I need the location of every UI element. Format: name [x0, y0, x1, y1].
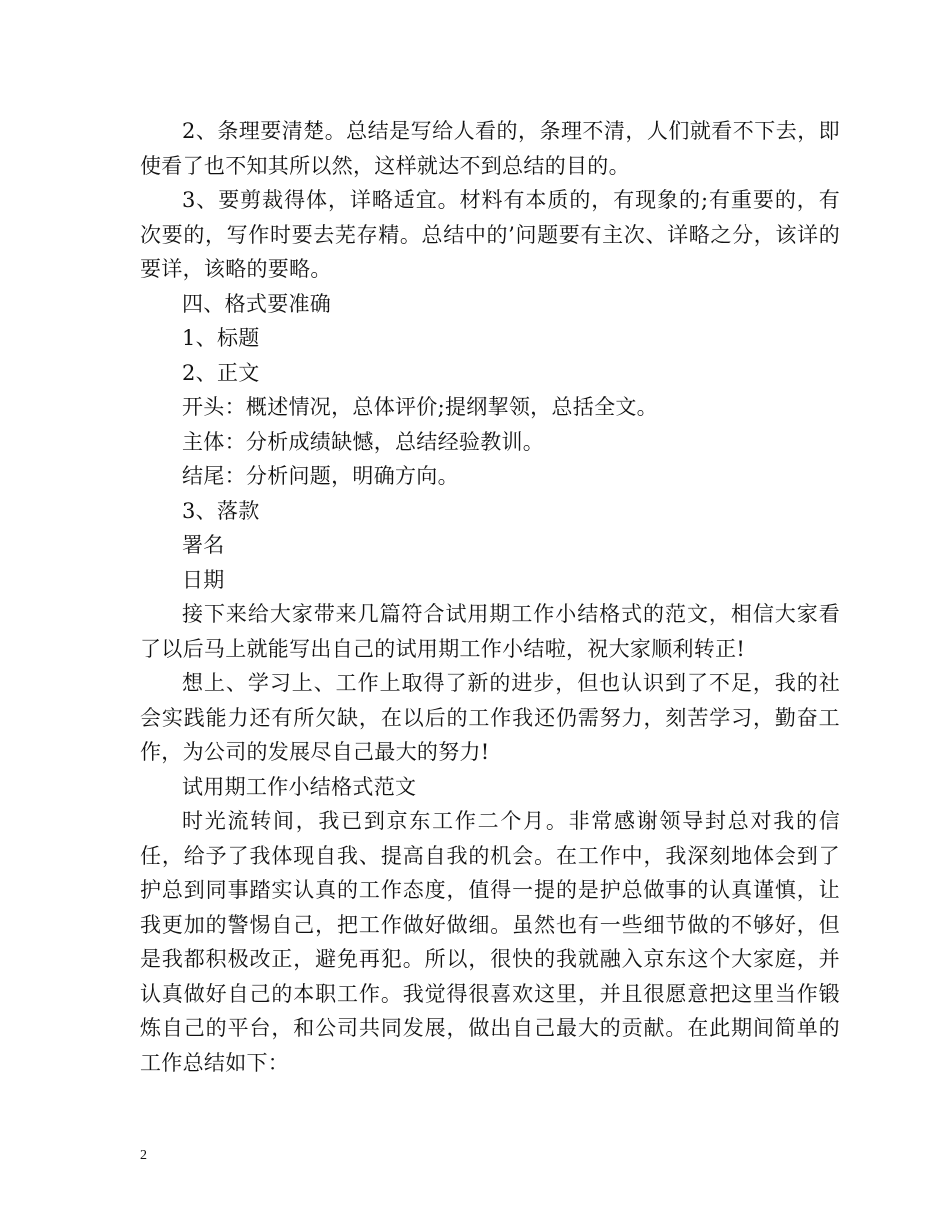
paragraph-organization: 2、条理要清楚。总结是写给人看的，条理不清，人们就看不下去，即使看了也不知其所以然，这样就达不到总结的目的。	[140, 119, 840, 178]
paragraph-ending: 结尾：分析问题，明确方向。	[182, 464, 459, 488]
paragraph-sample-body: 时光流转间，我已到京东工作二个月。非常感谢领导封总对我的信任，给予了我体现自我、提高自我的机会。在工作中，我深刻地体会到了护总到同事踏实认真的工作态度，值得一提的是护总做事的认真谨慎，让我更加的警惕自己，把工作做好做细。虽然也有一些细节做的不够好，但是我都积极改正，避免再犯。所以，很快的我就融入京东这个大家庭，并认真做好自己的本职工作。我觉得很喜欢这里，并且很愿意把这里当作锻炼自己的平台，和公司共同发展，做出自己最大的贡献。在此期间简单的工作总结如下：	[140, 809, 840, 1075]
paragraph-date: 日期	[182, 567, 225, 592]
paragraph-opening: 开头：概述情况，总体评价;提纲挈领，总括全文。	[182, 395, 658, 419]
heading-sample: 试用期工作小结格式范文	[182, 774, 417, 799]
page-number: 2	[140, 1148, 147, 1163]
heading-format: 四、格式要准确	[182, 291, 332, 316]
paragraph-editing: 3、要剪裁得体，详略适宜。材料有本质的，有现象的;有重要的，有次要的，写作时要去芜存精。总结中的’问题要有主次、详略之分，该详的要详，该略的要略。	[140, 188, 840, 281]
paragraph-signature: 署名	[182, 533, 225, 557]
list-item-body: 2、正文	[182, 360, 260, 385]
paragraph-progress: 想上、学习上、工作上取得了新的进步，但也认识到了不足，我的社会实践能力还有所欠缺，在以后的工作我还仍需努力，刻苦学习，勤奋工作，为公司的发展尽自己最大的努力!	[140, 671, 840, 764]
paragraph-intro-samples: 接下来给大家带来几篇符合试用期工作小结格式的范文，相信大家看了以后马上就能写出自己的试用期工作小结啦，祝大家顺利转正!	[140, 602, 840, 661]
document-body	[140, 114, 840, 1080]
list-item-signature-block: 3、落款	[182, 498, 260, 523]
list-item-title: 1、标题	[182, 326, 260, 350]
paragraph-main-body: 主体：分析成绩缺憾，总结经验教训。	[182, 429, 545, 454]
